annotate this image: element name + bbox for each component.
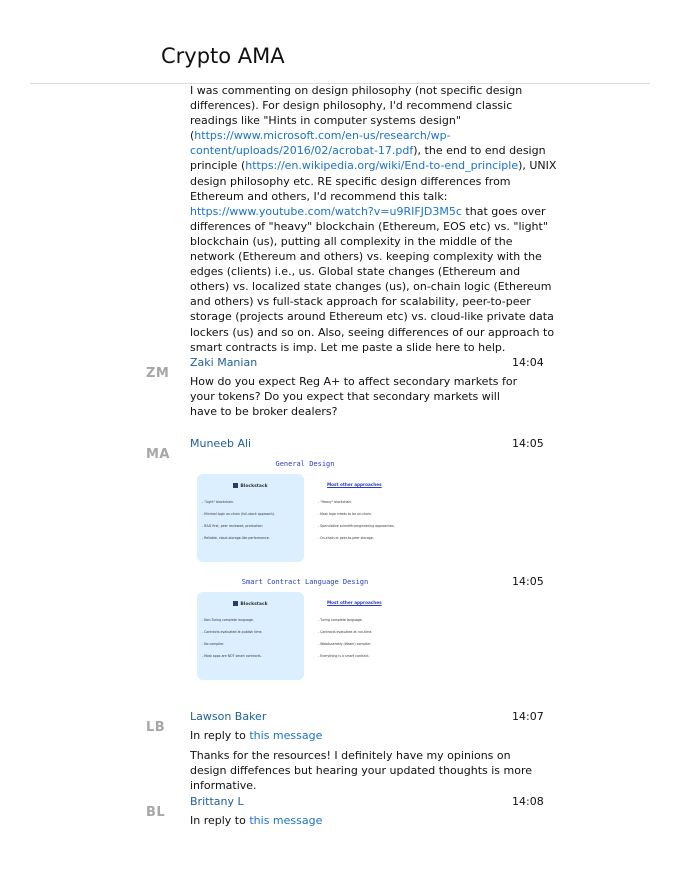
- reply-prefix: In reply to: [190, 814, 246, 827]
- message-time: 14:08: [512, 795, 544, 808]
- slide-image[interactable]: [190, 578, 420, 690]
- list-item: - Minimal logic on-chain (full-stack approach).: [202, 512, 275, 516]
- list-item: - "Light" blockchain.: [202, 500, 235, 504]
- intro-message: [190, 83, 560, 355]
- blockstack-logo-icon: [233, 601, 238, 606]
- avatar: MA: [146, 447, 170, 462]
- page-title: Crypto AMA: [161, 44, 285, 68]
- list-item: - No compiler.: [202, 642, 225, 646]
- slide-right-list: [318, 500, 395, 548]
- message-time: 14:05: [512, 437, 544, 450]
- slide-other-heading: Most other approaches: [327, 482, 382, 487]
- reply-reference: [190, 729, 322, 742]
- reply-link[interactable]: this message: [249, 729, 323, 742]
- message-time: 14:05: [512, 575, 544, 588]
- avatar: LB: [146, 720, 166, 735]
- list-item: - Contracts evaluated at publish time.: [202, 630, 263, 634]
- list-item: - Everything is a smart contract.: [318, 654, 370, 658]
- list-item: - Reliable, cloud-storage-like performance.: [202, 536, 270, 540]
- message-author[interactable]: Brittany L: [190, 795, 244, 808]
- list-item: - On-chain or peer-to-peer storage.: [318, 536, 374, 540]
- intro-text-1: I was commenting on design philosophy (not specific design differences). For design philosophy, I'd recommend classic readings like "Hints in computer systems design" (: [190, 84, 523, 143]
- blockstack-logo-icon: [233, 483, 238, 488]
- list-item: - "Heavy" blockchain.: [318, 500, 353, 504]
- list-item: - Turing complete language.: [318, 618, 363, 622]
- message-text: Thanks for the resources! I definitely have my opinions on design diffefences but hearing your updated thoughts is more informative.: [190, 749, 533, 792]
- message-author[interactable]: Zaki Manian: [190, 356, 258, 369]
- slide-image[interactable]: [190, 460, 420, 572]
- intro-text-2: ), the end to end design principle (: [190, 144, 546, 173]
- list-item: - Speculative scientific/engineering approaches.: [318, 524, 395, 528]
- slide-other-approaches: [315, 592, 415, 680]
- slide-other-approaches: [315, 474, 415, 562]
- message-time: 14:04: [512, 356, 544, 369]
- message-author[interactable]: Lawson Baker: [190, 710, 267, 723]
- slide-blockstack-card: [197, 592, 304, 680]
- list-item: - R&D first, peer reviewed, production: [202, 524, 263, 528]
- reply-link[interactable]: this message: [249, 814, 323, 827]
- list-item: - WebAssembly (Wasm) compiler.: [318, 642, 372, 646]
- slide-title: Smart Contract Language Design: [241, 578, 369, 586]
- list-item: - Most apps are NOT smart contracts.: [202, 654, 262, 658]
- youtube-talk-link[interactable]: https://www.youtube.com/watch?v=u9RIFJD3M5c: [190, 204, 462, 218]
- slide-other-heading: Most other approaches: [327, 600, 382, 605]
- slide-brand-label: Blockstack: [240, 602, 268, 607]
- list-item: - Most logic needs to be on-chain.: [318, 512, 372, 516]
- reply-reference: [190, 814, 322, 827]
- slide-brand-label: Blockstack: [240, 484, 268, 489]
- message-text: How do you expect Reg A+ to affect secondary markets for your tokens? Do you expect that secondary markets will have to be broker dealers?: [190, 375, 518, 418]
- intro-text-4: that goes over differences of "heavy" blockchain (Ethereum, EOS etc) vs. "light" blockchain (us), putting all complexity in the middle of the network (Ethereum and others) vs. keeping complexity with the edges (clients) i.e., us. Global state changes (Ethereum and others) vs. localized state changes (us), on-chain logic (Ethereum and others) vs full-stack approach for scalability, peer-to-peer storage (projects around Ethereum etc) vs. cloud-like private data lockers (us) and so on. Also, seeing differences of our approach to smart contracts is imp. Let me paste a slide here to help.: [190, 204, 555, 354]
- slide-blockstack-card: [197, 474, 304, 562]
- message-time: 14:07: [512, 710, 544, 723]
- intro-text-3: ), UNIX design philosophy etc. RE specific design differences from Ethereum and others, I'd recommend this talk:: [190, 159, 557, 203]
- avatar: BL: [146, 805, 166, 820]
- slide-left-list: [202, 500, 275, 548]
- hints-paper-link[interactable]: https://www.microsoft.com/en-us/research/wp-content/uploads/2016/02/acrobat-17.pdf: [190, 129, 451, 158]
- list-item: - Non-Turing complete language.: [202, 618, 254, 622]
- reply-prefix: In reply to: [190, 729, 246, 742]
- list-item: - Contracts evaluated at run-time.: [318, 630, 373, 634]
- slide-right-list: [318, 618, 372, 666]
- slide-left-list: [202, 618, 262, 666]
- slide-title: General Design: [275, 460, 335, 468]
- avatar: ZM: [146, 366, 170, 381]
- end-to-end-principle-link[interactable]: https://en.wikipedia.org/wiki/End-to-end_principle: [245, 159, 519, 173]
- message-author[interactable]: Muneeb Ali: [190, 437, 252, 450]
